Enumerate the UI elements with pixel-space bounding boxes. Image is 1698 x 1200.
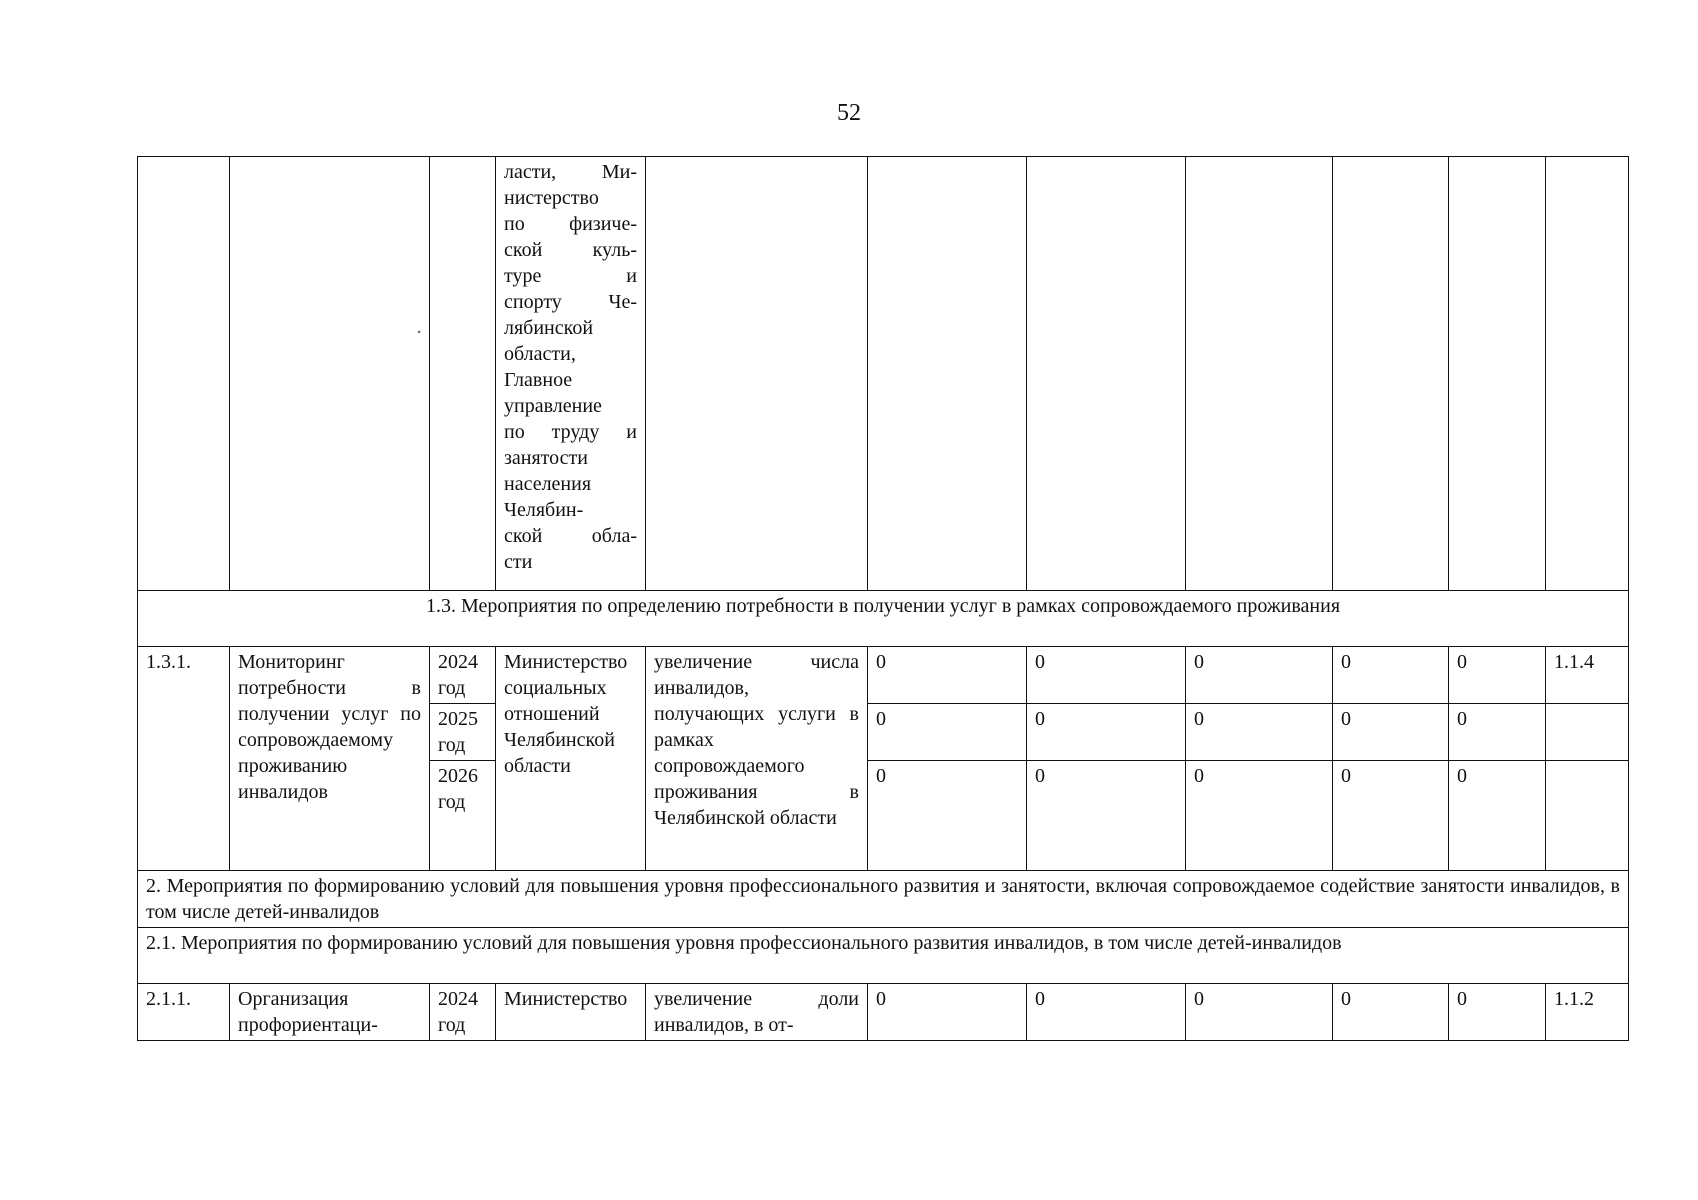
executor-line: ской куль- <box>504 239 637 261</box>
section-header-row <box>138 928 1629 984</box>
result-cell: увеличение доли инвалидов, в от- <box>646 984 868 1041</box>
section-2-title: 2. Мероприятия по формированию условий для повышения уровня профессионального развития и занятости, включая сопровождаемое содействие занятости инвалидов, в том числе детей-инвалидов <box>138 871 1629 928</box>
executor-cell: Министерство <box>496 984 646 1041</box>
executor-line: туре и <box>504 265 637 287</box>
executor-line: ской обла- <box>504 525 637 547</box>
value-cell: 0 <box>1186 704 1333 761</box>
activity-name: Организация профориентаци- <box>230 984 430 1041</box>
year-cell: 2025 год <box>430 704 496 761</box>
row-number: 2.1.1. <box>138 984 230 1041</box>
executor-line: занятости <box>504 447 588 469</box>
executor-line: Главное <box>504 369 573 391</box>
value-cell: 0 <box>868 647 1027 704</box>
executor-line: по физиче- <box>504 213 637 235</box>
value-cell: 0 <box>1027 761 1186 871</box>
value-cell: 0 <box>1449 647 1546 704</box>
executor-line: области, <box>504 343 576 365</box>
value-cell: 0 <box>868 984 1027 1041</box>
year-cell: 2024 год <box>430 647 496 704</box>
cell-empty-v5 <box>1449 157 1546 591</box>
value-cell: 0 <box>1333 704 1449 761</box>
executor-line: лябинской <box>504 317 594 339</box>
continued-executor-cell <box>496 157 646 591</box>
value-cell: 0 <box>1027 704 1186 761</box>
value-cell: 0 <box>1186 761 1333 871</box>
cell-empty-name <box>230 157 430 591</box>
executor-cell: Министерство социальных отношений Челябинской области <box>496 647 646 871</box>
indicator-cell: 1.1.4 <box>1546 647 1629 704</box>
section-2-1-title: 2.1. Мероприятия по формированию условий для повышения уровня профессионального развития инвалидов, в том числе детей-инвалидов <box>138 928 1629 984</box>
activity-name: Мониторинг потребности в получении услуг по сопровождаемому проживанию инвалидов <box>230 647 430 871</box>
value-cell: 0 <box>1027 984 1186 1041</box>
year-cell: 2024 год <box>430 984 496 1041</box>
section-header-row <box>138 591 1629 647</box>
year-cell: 2026 год <box>430 761 496 871</box>
executor-line: нистерство <box>504 187 599 209</box>
table-row <box>138 984 1629 1041</box>
executor-line: по труду и <box>504 421 637 443</box>
value-cell: 0 <box>1333 984 1449 1041</box>
executor-line: сти <box>504 551 533 573</box>
indicator-cell-empty <box>1546 704 1629 761</box>
value-cell: 0 <box>1449 761 1546 871</box>
value-cell: 0 <box>1333 647 1449 704</box>
continued-row <box>138 157 1629 591</box>
cell-empty-result <box>646 157 868 591</box>
cell-empty-v1 <box>868 157 1027 591</box>
cell-empty-v2 <box>1027 157 1186 591</box>
cell-empty-v4 <box>1333 157 1449 591</box>
scan-speck: • <box>417 325 422 339</box>
executor-line: управление <box>504 395 602 417</box>
table-row <box>138 647 1629 704</box>
value-cell: 0 <box>1027 647 1186 704</box>
executor-line: спорту Че- <box>504 291 637 313</box>
value-cell: 0 <box>1186 647 1333 704</box>
value-cell: 0 <box>868 704 1027 761</box>
cell-empty-indicator <box>1546 157 1629 591</box>
cell-empty-year <box>430 157 496 591</box>
section-1-3-title: 1.3. Мероприятия по определению потребности в получении услуг в рамках сопровождаемого проживания <box>138 591 1629 647</box>
row-number: 1.3.1. <box>138 647 230 871</box>
executor-line: ласти, Ми- <box>504 161 637 183</box>
indicator-cell: 1.1.2 <box>1546 984 1629 1041</box>
value-cell: 0 <box>868 761 1027 871</box>
cell-empty-v3 <box>1186 157 1333 591</box>
page-number: 52 <box>837 100 861 126</box>
cell-empty-num <box>138 157 230 591</box>
indicator-cell-empty <box>1546 761 1629 871</box>
result-cell: увеличение числа инвалидов, получающих услуги в рамках сопровождаемого проживания в Челябинской области <box>646 647 868 871</box>
value-cell: 0 <box>1186 984 1333 1041</box>
value-cell: 0 <box>1449 984 1546 1041</box>
section-header-row <box>138 871 1629 928</box>
program-activities-table <box>137 156 1629 1041</box>
value-cell: 0 <box>1449 704 1546 761</box>
executor-line: Челябин- <box>504 499 584 521</box>
value-cell: 0 <box>1333 761 1449 871</box>
executor-line: населения <box>504 473 592 495</box>
